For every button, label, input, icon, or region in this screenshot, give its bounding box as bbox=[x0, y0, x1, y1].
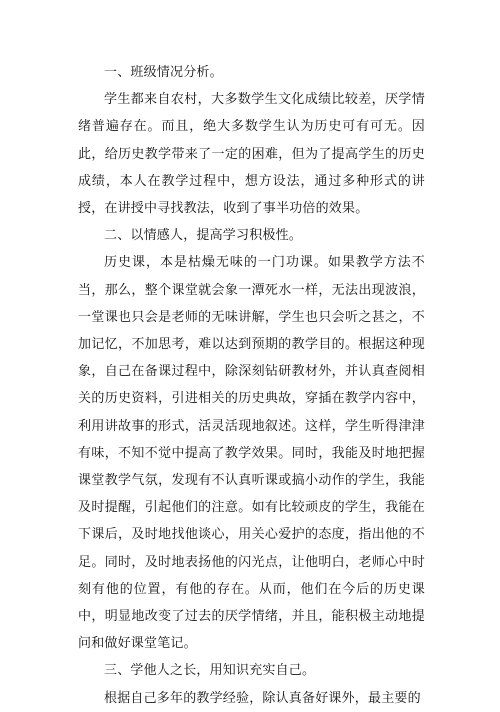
section-heading-class-analysis: 一、班级情况分析。 bbox=[104, 65, 223, 80]
paragraph-emotion: 历史课，本是枯燥无味的一门功课。如果教学方法不当，那么，整个课堂就会象一潭死水一样，无法出现波浪，一堂课也只会是老师的无味讲解，学生也只会听之甚之，不加记忆，不加思考，难以达到预期的教学目的。根据这种现象，自己在备课过程中，除深刻钻研教材外，并认真查阅相关的历史资料，引进相关的历史典故，穿插在教学内容中，利用讲故事的形式，活灵活现地叙述。这样，学生听得津津有味，不知不觉中提高了教学效果。同时，我能及时地把握课堂教学气氛，发现有不认真听课或搞小动作的学生，我能及时提醒，引起他们的注意。如有比较顽皮的学生，我能在下课后，及时地找他谈心，用关心爱护的态度，指出他的不足。同时，及时地表扬他的闪光点，让他明白，老师心中时刻有他的位置，有他的存在。从而，他们在今后的历史课中，明显地改变了过去的厌学情绪，并且，能积极主动地提问和做好课堂笔记。 bbox=[78, 255, 425, 652]
paragraph-learn-from-others: 根据自己多年的教学经验，除认真备好课外，最主要的 bbox=[104, 690, 421, 706]
document-body bbox=[78, 59, 425, 712]
section-heading-emotion: 二、以情感人，提高学习积极性。 bbox=[104, 228, 303, 244]
paragraph-class-analysis: 学生都来自农村，大多数学生文化成绩比较差，厌学情绪普遍存在。而且，绝大多数学生认为历史可有可无。因此，给历史教学带来了一定的困难，但为了提高学生的历史成绩，本人在教学过程中，想方设法，通过多种形式的讲授，在讲授中寻找教法，收到了事半功倍的效果。 bbox=[78, 92, 425, 217]
section-heading-learn-from-others: 三、学他人之长，用知识充实自己。 bbox=[104, 663, 316, 679]
